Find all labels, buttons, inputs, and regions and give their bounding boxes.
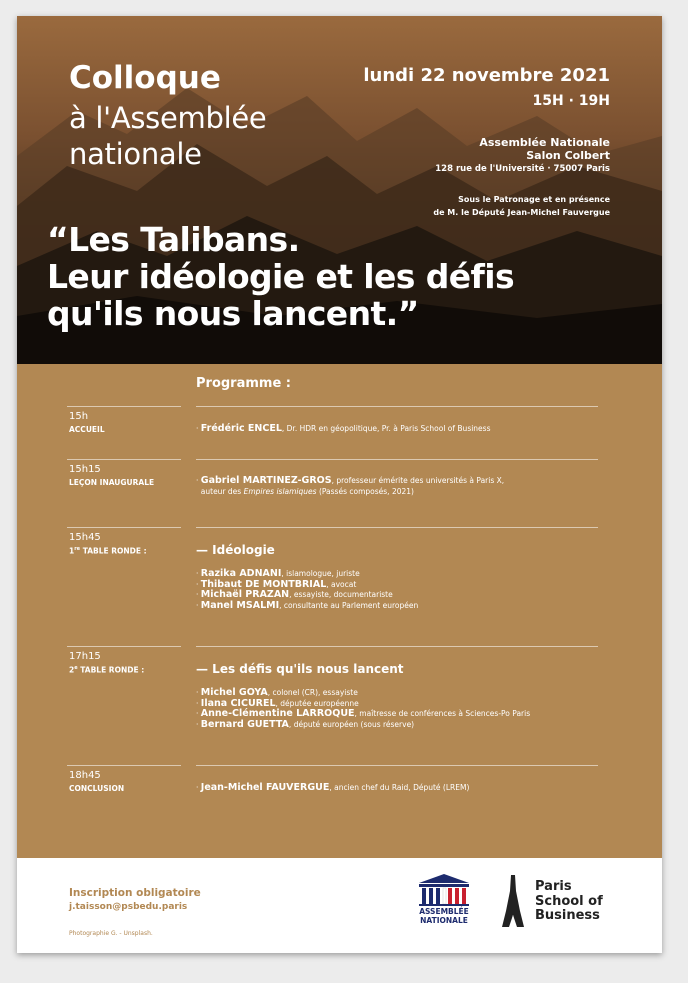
label-ordinal: 1 xyxy=(69,546,75,556)
speaker: · Michel GOYA, colonel (CR), essayiste xyxy=(196,687,358,698)
event-date: lundi 22 novembre 2021 xyxy=(363,65,610,86)
session-label xyxy=(69,546,147,556)
logo-text: School of xyxy=(535,893,603,909)
logo-text: ASSEMBLÉE xyxy=(419,907,469,916)
patronage xyxy=(433,193,610,219)
divider xyxy=(67,459,181,460)
divider xyxy=(196,646,598,647)
divider xyxy=(196,527,598,528)
logo-text: NATIONALE xyxy=(420,915,468,925)
speaker-desc: , Dr. HDR en géopolitique, Pr. à Paris School of Business xyxy=(281,424,491,433)
label-ordinal-suffix: e xyxy=(74,665,78,671)
session-label: ACCUEIL xyxy=(69,425,105,434)
programme-heading: Programme : xyxy=(196,376,291,391)
divider xyxy=(196,459,598,460)
label-text: TABLE RONDE : xyxy=(80,546,147,556)
speaker: · Ilana CICUREL, députée européenne xyxy=(196,697,359,709)
speaker-name: Ilana CICUREL xyxy=(200,697,276,709)
logo-text: Paris xyxy=(535,879,572,894)
event-time: 15H · 19H xyxy=(532,93,610,109)
speaker-desc: , députée européenne xyxy=(275,698,359,708)
speaker-desc: , avocat xyxy=(326,579,357,589)
divider xyxy=(67,527,181,528)
speaker-name: Razika ADNANI xyxy=(200,568,282,579)
label-ordinal: 2 xyxy=(69,665,75,675)
speaker-name: Michel GOYA xyxy=(200,687,268,698)
event-title: Colloque xyxy=(69,60,221,96)
psb-wordmark xyxy=(535,880,603,924)
registration-email[interactable]: j.taisson@psbedu.paris xyxy=(69,902,188,912)
session-time: 18h45 xyxy=(69,770,101,781)
session-label: CONCLUSION xyxy=(69,784,125,793)
speaker-desc: auteur des xyxy=(200,486,244,496)
speaker-desc: , ancien chef du Raid, Député (LREM) xyxy=(329,783,470,792)
roundtable-theme: — Les défis qu'ils nous lancent xyxy=(196,662,404,676)
label-ordinal-suffix: re xyxy=(74,546,81,552)
venue xyxy=(435,136,610,176)
speaker: · Manel MSALMI, consultante au Parlement européen xyxy=(196,599,419,611)
eiffel-tower-logo-icon xyxy=(501,873,525,927)
label-text: TABLE RONDE : xyxy=(77,665,145,675)
speaker: · Thibaut DE MONTBRIAL, avocat xyxy=(196,578,357,590)
session-time: 15h45 xyxy=(69,532,101,543)
logo-text: Business xyxy=(535,908,600,923)
event-theme-quote xyxy=(47,221,647,332)
speaker-name: Gabriel MARTINEZ-GROS xyxy=(200,475,332,486)
session-label: LEÇON INAUGURALE xyxy=(69,478,155,487)
registration-notice: Inscription obligatoire xyxy=(69,887,201,899)
programme-section xyxy=(17,364,662,858)
speaker-name: Michaël PRAZAN xyxy=(200,589,290,600)
speaker-desc: , consultante au Parlement européen xyxy=(279,600,419,610)
speaker: · Anne-Clémentine LARROQUE, maîtresse de conférences à Sciences-Po Paris xyxy=(196,708,531,719)
speaker-desc: , député européen (sous réserve) xyxy=(288,719,415,729)
quote-line: qu'ils nous lancent.” xyxy=(47,294,419,333)
divider xyxy=(67,646,181,647)
speaker: · Michaël PRAZAN, essayiste, documentariste xyxy=(196,589,393,600)
event-subtitle: à l'Assemblée nationale xyxy=(69,101,267,171)
speaker-name: Bernard GUETTA xyxy=(200,718,289,730)
speaker-name: Anne-Clémentine LARROQUE xyxy=(200,708,355,719)
speaker-list xyxy=(196,688,530,730)
venue-room: Salon Colbert xyxy=(526,149,610,162)
speaker-desc: (Passés composés, 2021) xyxy=(316,486,414,496)
divider xyxy=(196,406,598,407)
speaker-desc: , maîtresse de conférences à Sciences-Po Paris xyxy=(354,709,531,718)
session-time: 15h15 xyxy=(69,464,101,475)
speaker-name: Manel MSALMI xyxy=(200,599,280,611)
speaker: · Bernard GUETTA, député européen (sous réserve) xyxy=(196,718,415,730)
speaker: · Razika ADNANI, islamologue, juriste xyxy=(196,568,360,579)
footer xyxy=(17,858,662,953)
speaker-name: Thibaut DE MONTBRIAL xyxy=(200,578,327,590)
roundtable-theme: — Idéologie xyxy=(196,543,275,557)
divider xyxy=(67,406,181,407)
session-time: 15h xyxy=(69,411,89,422)
divider xyxy=(196,765,598,766)
patronage-line: de M. le Député Jean-Michel Fauvergue xyxy=(433,208,610,217)
photo-credit: Photographie G. - Unsplash. xyxy=(69,930,153,937)
venue-address: 128 rue de l'Université · 75007 Paris xyxy=(435,164,610,174)
hero-banner xyxy=(17,16,662,364)
speaker: · Frédéric ENCEL, Dr. HDR en géopolitique, Pr. à Paris School of Business xyxy=(196,423,491,434)
poster xyxy=(17,16,662,953)
patronage-line: Sous le Patronage et en présence xyxy=(458,195,610,204)
quote-line: Leur idéologie et les défis xyxy=(47,257,515,296)
speaker: · Gabriel MARTINEZ-GROS, professeur émérite des universités à Paris X, auteur des Empires islamiques (Passés composés, 2021) xyxy=(196,475,505,496)
divider xyxy=(67,765,181,766)
venue-name: Assemblée Nationale xyxy=(479,136,610,149)
speaker: · Jean-Michel FAUVERGUE, ancien chef du Raid, Député (LREM) xyxy=(196,782,470,793)
speaker-list xyxy=(196,569,418,611)
assemblee-nationale-wordmark xyxy=(409,908,479,925)
speaker-desc: , essayiste, documentariste xyxy=(289,590,393,599)
session-time: 17h15 xyxy=(69,651,101,662)
speaker-desc: , islamologue, juriste xyxy=(281,569,360,578)
speaker-desc: , professeur émérite des universités à Paris X, xyxy=(331,476,505,485)
book-title: Empires islamiques xyxy=(243,486,317,496)
speaker-name: Jean-Michel FAUVERGUE xyxy=(200,782,330,793)
quote-line: “Les Talibans. xyxy=(47,220,300,259)
session-label xyxy=(69,665,144,675)
speaker-desc: , colonel (CR), essayiste xyxy=(267,688,358,697)
speaker-name: Frédéric ENCEL xyxy=(200,423,282,434)
